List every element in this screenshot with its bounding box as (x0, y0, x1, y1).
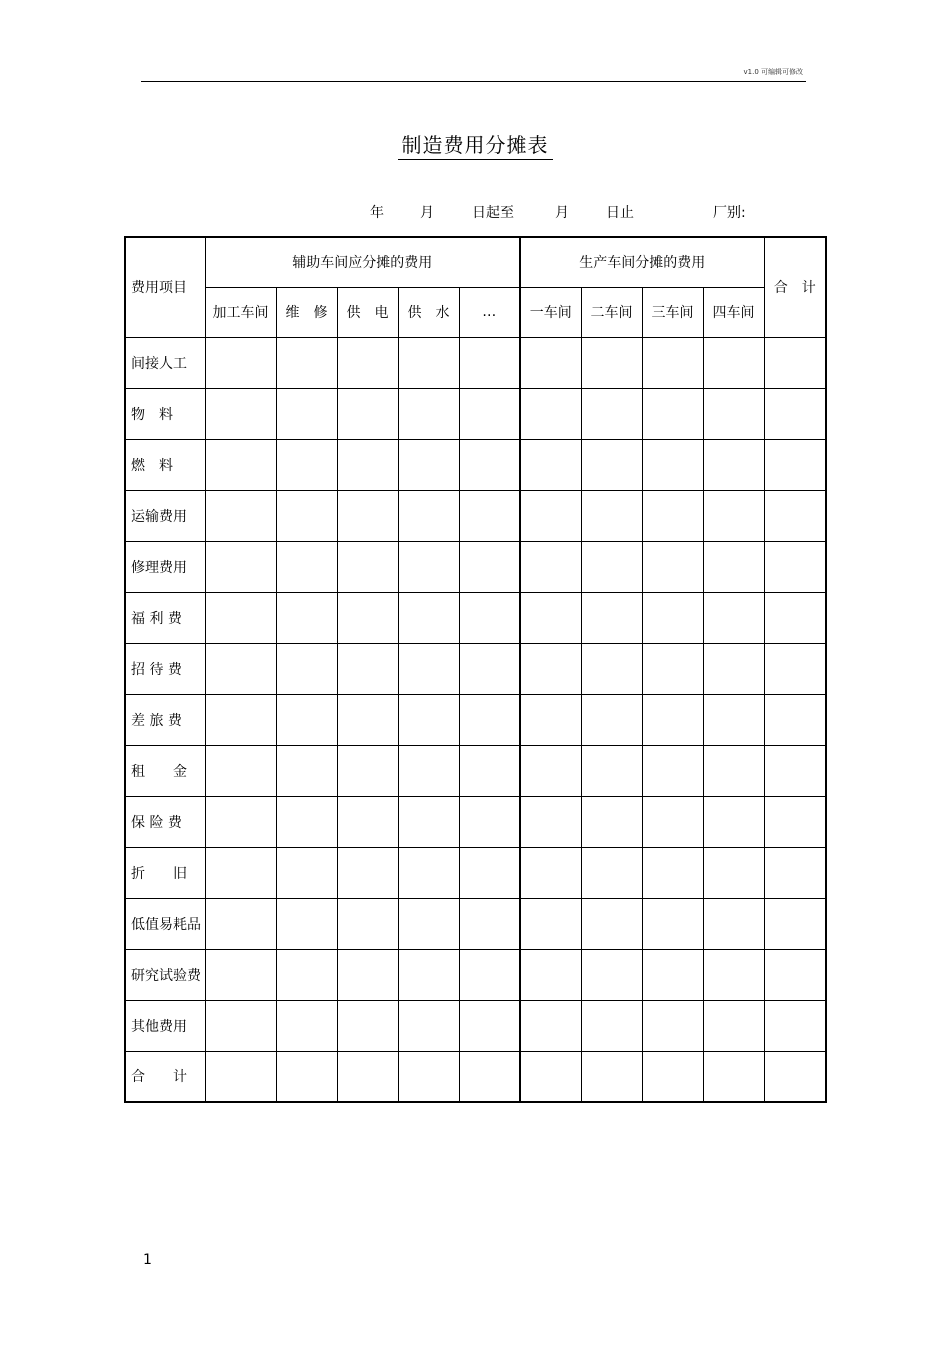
row-label: 物 料 (125, 388, 205, 439)
table-cell[interactable] (581, 796, 642, 847)
table-cell[interactable] (205, 1000, 276, 1051)
table-cell[interactable] (398, 694, 459, 745)
table-cell[interactable] (703, 541, 764, 592)
table-cell[interactable] (398, 1051, 459, 1102)
table-cell[interactable] (337, 949, 398, 1000)
table-cell[interactable] (205, 796, 276, 847)
table-cell[interactable] (520, 745, 581, 796)
table-cell[interactable] (703, 847, 764, 898)
table-cell[interactable] (205, 541, 276, 592)
prod-col-header: 三车间 (642, 287, 703, 337)
table-cell[interactable] (581, 388, 642, 439)
table-cell[interactable] (520, 643, 581, 694)
table-cell[interactable] (764, 1051, 826, 1102)
table-cell[interactable] (276, 439, 337, 490)
table-cell[interactable] (581, 490, 642, 541)
table-cell[interactable] (398, 337, 459, 388)
table-cell[interactable] (398, 541, 459, 592)
table-cell[interactable] (520, 847, 581, 898)
table-cell[interactable] (205, 439, 276, 490)
table-cell[interactable] (337, 439, 398, 490)
table-cell[interactable] (459, 541, 520, 592)
table-cell[interactable] (205, 337, 276, 388)
table-cell[interactable] (703, 1051, 764, 1102)
table-row (125, 439, 826, 490)
table-cell[interactable] (642, 694, 703, 745)
row-label: 低值易耗品 (125, 898, 205, 949)
table-cell[interactable] (205, 949, 276, 1000)
table-row (125, 1000, 826, 1051)
table-cell[interactable] (520, 439, 581, 490)
table-cell[interactable] (581, 847, 642, 898)
table-cell[interactable] (398, 643, 459, 694)
date-month-to-label: 月 (555, 205, 569, 221)
table-cell[interactable] (764, 796, 826, 847)
table-cell[interactable] (459, 694, 520, 745)
table-cell[interactable] (276, 388, 337, 439)
table-cell[interactable] (520, 796, 581, 847)
item-header: 费用项目 (125, 237, 205, 337)
table-cell[interactable] (398, 796, 459, 847)
table-cell[interactable] (642, 796, 703, 847)
prod-col-header: 四车间 (703, 287, 764, 337)
table-cell[interactable] (581, 643, 642, 694)
table-cell[interactable] (276, 949, 337, 1000)
row-label: 其他费用 (125, 1000, 205, 1051)
table-cell[interactable] (398, 745, 459, 796)
table-cell[interactable] (520, 1000, 581, 1051)
table-cell[interactable] (459, 439, 520, 490)
table-row (125, 745, 826, 796)
aux-col-header: 供 水 (398, 287, 459, 337)
table-cell[interactable] (581, 337, 642, 388)
table-cell[interactable] (459, 388, 520, 439)
table-cell[interactable] (642, 1000, 703, 1051)
table-cell[interactable] (205, 745, 276, 796)
table-cell[interactable] (398, 898, 459, 949)
table-cell[interactable] (276, 1000, 337, 1051)
table-cell[interactable] (764, 541, 826, 592)
table-cell[interactable] (276, 898, 337, 949)
table-cell[interactable] (459, 1051, 520, 1102)
table-cell[interactable] (642, 337, 703, 388)
page-title-wrap (0, 129, 950, 160)
table-cell[interactable] (520, 337, 581, 388)
version-note: v1.0 可编辑可修改 (743, 68, 803, 76)
table-cell[interactable] (459, 337, 520, 388)
table-cell[interactable] (764, 592, 826, 643)
table-cell[interactable] (764, 694, 826, 745)
row-label: 运输费用 (125, 490, 205, 541)
table-cell[interactable] (276, 745, 337, 796)
table-cell[interactable] (520, 694, 581, 745)
table-cell[interactable] (337, 388, 398, 439)
table-cell[interactable] (459, 898, 520, 949)
table-cell[interactable] (764, 949, 826, 1000)
table-cell[interactable] (205, 898, 276, 949)
table-cell[interactable] (703, 694, 764, 745)
aux-col-header: … (459, 287, 520, 337)
table-row (125, 796, 826, 847)
table-cell[interactable] (205, 694, 276, 745)
table-cell[interactable] (703, 1000, 764, 1051)
table-cell[interactable] (337, 1051, 398, 1102)
table-cell[interactable] (276, 643, 337, 694)
table-cell[interactable] (764, 388, 826, 439)
table-cell[interactable] (337, 1000, 398, 1051)
table-cell[interactable] (581, 694, 642, 745)
table-cell[interactable] (581, 949, 642, 1000)
table-cell[interactable] (642, 541, 703, 592)
table-cell[interactable] (703, 898, 764, 949)
table-cell[interactable] (276, 694, 337, 745)
table-cell[interactable] (642, 592, 703, 643)
table-row (125, 643, 826, 694)
row-label: 合 计 (125, 1051, 205, 1102)
table-row (125, 592, 826, 643)
row-label: 研究试验费 (125, 949, 205, 1000)
table-cell[interactable] (703, 796, 764, 847)
table-cell[interactable] (276, 337, 337, 388)
table-row (125, 1051, 826, 1102)
aux-col-header: 加工车间 (205, 287, 276, 337)
table-cell[interactable] (520, 490, 581, 541)
table-cell[interactable] (581, 439, 642, 490)
row-label: 间接人工 (125, 337, 205, 388)
table-cell[interactable] (276, 847, 337, 898)
table-cell[interactable] (337, 898, 398, 949)
table-cell[interactable] (581, 898, 642, 949)
table-cell[interactable] (703, 949, 764, 1000)
table-cell[interactable] (581, 541, 642, 592)
table-cell[interactable] (398, 847, 459, 898)
table-cell[interactable] (337, 847, 398, 898)
table-cell[interactable] (459, 745, 520, 796)
table-row (125, 949, 826, 1000)
table-cell[interactable] (703, 490, 764, 541)
table-cell[interactable] (642, 388, 703, 439)
table-cell[interactable] (337, 643, 398, 694)
table-cell[interactable] (337, 745, 398, 796)
table-cell[interactable] (642, 490, 703, 541)
row-label: 租 金 (125, 745, 205, 796)
row-label: 差 旅 费 (125, 694, 205, 745)
table-cell[interactable] (459, 796, 520, 847)
table-cell[interactable] (276, 1051, 337, 1102)
table-cell[interactable] (276, 541, 337, 592)
table-cell[interactable] (398, 388, 459, 439)
table-cell[interactable] (642, 745, 703, 796)
row-label: 燃 料 (125, 439, 205, 490)
table-cell[interactable] (459, 1000, 520, 1051)
table-cell[interactable] (642, 439, 703, 490)
table-cell[interactable] (337, 796, 398, 847)
table-cell[interactable] (205, 490, 276, 541)
aux-group-header: 辅助车间应分摊的费用 (205, 237, 520, 287)
table-cell[interactable] (703, 337, 764, 388)
table-row (125, 541, 826, 592)
date-day-to-label: 日止 (606, 205, 634, 221)
table-cell[interactable] (642, 949, 703, 1000)
table-cell[interactable] (764, 337, 826, 388)
row-label: 福 利 费 (125, 592, 205, 643)
table-cell[interactable] (703, 592, 764, 643)
table-cell[interactable] (642, 643, 703, 694)
table-row (125, 490, 826, 541)
table-cell[interactable] (703, 439, 764, 490)
cost-allocation-table (124, 236, 827, 1103)
table-cell[interactable] (459, 847, 520, 898)
table-cell[interactable] (642, 847, 703, 898)
prod-col-header: 二车间 (581, 287, 642, 337)
table-cell[interactable] (703, 745, 764, 796)
table-cell[interactable] (276, 490, 337, 541)
table-cell[interactable] (276, 796, 337, 847)
table-cell[interactable] (764, 643, 826, 694)
table-cell[interactable] (520, 1051, 581, 1102)
aux-col-header: 供 电 (337, 287, 398, 337)
table-cell[interactable] (398, 949, 459, 1000)
table-cell[interactable] (459, 643, 520, 694)
table-cell[interactable] (703, 388, 764, 439)
table-row (125, 337, 826, 388)
table-cell[interactable] (459, 490, 520, 541)
factory-label: 厂别: (713, 205, 746, 221)
row-label: 折 旧 (125, 847, 205, 898)
table-cell[interactable] (520, 388, 581, 439)
row-label: 保 险 费 (125, 796, 205, 847)
table-cell[interactable] (337, 490, 398, 541)
table-cell[interactable] (520, 592, 581, 643)
table-cell[interactable] (764, 847, 826, 898)
table-cell[interactable] (398, 1000, 459, 1051)
total-header: 合 计 (764, 237, 826, 337)
page-title: 制造费用分摊表 (398, 129, 553, 160)
table-cell[interactable] (642, 1051, 703, 1102)
table-cell[interactable] (581, 1051, 642, 1102)
table-cell[interactable] (764, 898, 826, 949)
table-cell[interactable] (337, 337, 398, 388)
table-cell[interactable] (205, 388, 276, 439)
table-cell[interactable] (581, 745, 642, 796)
table-row (125, 694, 826, 745)
row-label: 招 待 费 (125, 643, 205, 694)
table-cell[interactable] (459, 592, 520, 643)
table-cell[interactable] (520, 898, 581, 949)
table-cell[interactable] (764, 490, 826, 541)
date-year-label: 年 (370, 205, 384, 221)
table-cell[interactable] (703, 643, 764, 694)
table-cell[interactable] (398, 592, 459, 643)
table-cell[interactable] (520, 541, 581, 592)
table-cell[interactable] (398, 439, 459, 490)
table-cell[interactable] (520, 949, 581, 1000)
page-number: 1 (143, 1252, 152, 1268)
table-cell[interactable] (581, 1000, 642, 1051)
table-cell[interactable] (205, 643, 276, 694)
table-cell[interactable] (337, 541, 398, 592)
date-day-from-label: 日起至 (472, 205, 514, 221)
table-cell[interactable] (764, 745, 826, 796)
header-rule (141, 81, 806, 82)
table-cell[interactable] (764, 439, 826, 490)
table-cell[interactable] (337, 694, 398, 745)
table-cell[interactable] (205, 1051, 276, 1102)
table-cell[interactable] (398, 490, 459, 541)
table-cell[interactable] (276, 592, 337, 643)
table-cell[interactable] (459, 949, 520, 1000)
table-cell[interactable] (205, 592, 276, 643)
row-label: 修理费用 (125, 541, 205, 592)
table-row (125, 388, 826, 439)
aux-col-header: 维 修 (276, 287, 337, 337)
table-cell[interactable] (205, 847, 276, 898)
table-row (125, 847, 826, 898)
date-month-from-label: 月 (420, 205, 434, 221)
prod-col-header: 一车间 (520, 287, 581, 337)
table-cell[interactable] (337, 592, 398, 643)
table-cell[interactable] (764, 1000, 826, 1051)
table-row (125, 898, 826, 949)
table-cell[interactable] (642, 898, 703, 949)
prod-group-header: 生产车间分摊的费用 (520, 237, 764, 287)
table-cell[interactable] (581, 592, 642, 643)
